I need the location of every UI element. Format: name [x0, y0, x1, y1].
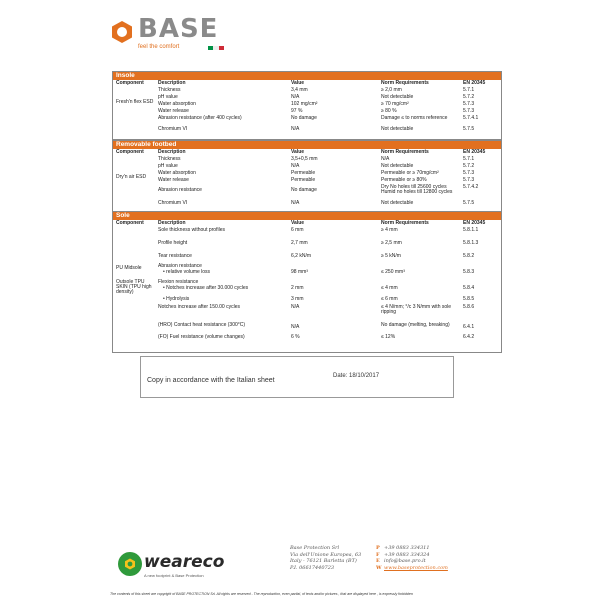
note-text: Copy in accordance with the Italian sheet	[147, 377, 275, 384]
table-row: Profile height 2,7 mm ≥ 2,5 mm 5.8.1.3	[158, 240, 479, 246]
table-row: (FO) Fuel resistance (volume changes) 6 % ≤ 12% 6.4.2	[158, 334, 475, 340]
table-row: • Hydrolysis 3 mm ≤ 6 mm 5.8.5	[163, 296, 475, 302]
table-row: Abrasion resistance • relative volume loss 98 mm³ ≤ 250 mm³ 5.8.3	[158, 263, 475, 275]
component-name: Dry'n air ESD	[116, 174, 147, 180]
table-row: Water absorption Permeable Permeable or ≥ 70mg/cm² 5.7.3	[158, 170, 475, 176]
table-header	[113, 80, 501, 87]
weareco-circle-icon	[118, 552, 142, 576]
company-address: Base Protection Srl Via dell'Unione Europea, 63 Italy - 76121 Barletta (BT) P.I. 06617440723	[290, 545, 362, 571]
copyright-disclaimer: The contents of this sheet are copyright of BASE PROTECTION Srl. All rights are reserved - The reproduction, even partial, of texts and/or pictures , that are displayed here , is expressly forbidden	[110, 592, 413, 596]
brand-tagline: feel the comfort	[138, 44, 180, 50]
table-row: Chromium VI N/A Not detectable 5.7.5	[158, 126, 475, 132]
sole-section	[112, 211, 502, 353]
col-description: Description	[158, 80, 186, 86]
component-name: Fresh'n flex ESD	[116, 99, 154, 105]
table-row: (HRO) Contact heat resistance (300°C) N/A No damage (melting, breaking) 6.4.1	[158, 322, 475, 330]
table-row: Sole thickness without profiles 6 mm ≥ 4 mm 5.8.1.1	[158, 227, 479, 233]
contact-website[interactable]: W www.baseprotection.com	[376, 564, 448, 571]
table-row: Chromium VI N/A Not detectable 5.7.5	[158, 200, 475, 206]
col-std: EN 20345	[463, 80, 486, 86]
table-header: Component Description Value Norm Requirements EN 20345	[116, 220, 486, 226]
table-row: Water release 97 % ≥ 80 % 5.7.3	[158, 108, 475, 114]
contact-fax: F +39 0883 334324	[376, 551, 430, 558]
table-row: Abrasion resistance (after 400 cycles) No damage Damage ≤ to norms reference 5.7.4.1	[158, 115, 479, 121]
hex-nut-icon	[124, 558, 136, 570]
contact-phone: P +39 0883 334311	[376, 545, 430, 551]
hex-nut-icon	[110, 20, 134, 44]
brand-name: BASE	[138, 14, 219, 44]
table-row: Thickness 3,4 mm ≥ 2,0 mm 5.7.1	[158, 87, 475, 93]
weareco-name: weareco	[144, 552, 225, 572]
table-row: Notches increase after 150.00 cycles N/A ≤ 4 N/mm; °/c 3 N/mm with sole ripping 5.8.6	[158, 304, 475, 315]
table-row: pH value N/A Not detectable 5.7.2	[158, 94, 475, 100]
table-row: Abrasion resistance No damage Dry No holes till 25600 cycles Humid no holes till 12800 cycles 5.7.4.2	[158, 184, 479, 195]
table-header: Component Description Value Norm Requirements EN 20345	[116, 149, 486, 155]
col-norm: Norm Requirements	[381, 80, 429, 86]
component-midsole: PU Midsole	[116, 265, 142, 271]
note-box	[140, 356, 454, 398]
section-title: Insole	[113, 72, 501, 80]
weareco-subtitle: A new footprint & Base Protection	[144, 573, 204, 578]
footbed-section	[112, 140, 502, 212]
table-row: Thickness 3,5+0,5 mm N/A 5.7.1	[158, 156, 475, 162]
col-component: Component	[116, 80, 144, 86]
table-row: Tear resistance 6,2 kN/m ≥ 5 kN/m 5.8.2	[158, 253, 475, 259]
weareco-logo	[118, 552, 223, 588]
company-contacts	[376, 545, 448, 571]
brand-logo	[110, 14, 250, 58]
component-outsole: Outsole TPU SKIN (TPU high density)	[116, 279, 152, 295]
col-value: Value	[291, 80, 305, 86]
contact-email[interactable]: E info@base.pro.it	[376, 558, 426, 565]
table-row: Water absorption 102 mg/cm² ≥ 70 mg/cm² 5.7.3	[158, 101, 475, 107]
table-row: pH value N/A Not detectable 5.7.2	[158, 163, 475, 169]
section-title: Removable footbed	[113, 141, 501, 149]
table-row: Water release Permeable Permeable or ≥ 80% 5.7.3	[158, 177, 475, 183]
note-date: Date: 18/10/2017	[333, 373, 380, 379]
italian-flag	[208, 46, 224, 50]
section-title: Sole	[113, 212, 501, 220]
table-row: Flexion resistance • Notches increase after 30.000 cycles 2 mm ≤ 4 mm 5.8.4	[158, 279, 475, 291]
insole-section	[112, 71, 502, 140]
